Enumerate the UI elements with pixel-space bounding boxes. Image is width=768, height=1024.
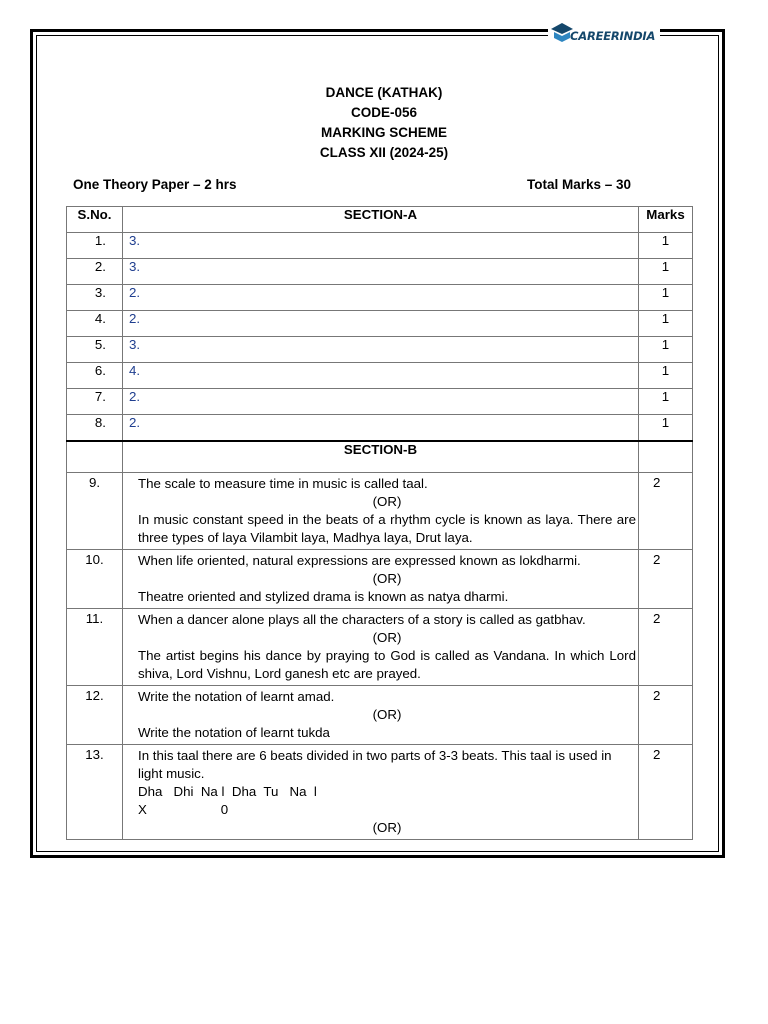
paper-duration: One Theory Paper – 2 hrs [73,177,237,192]
marking-table [66,206,693,840]
row-sno: 8. [67,415,123,442]
row-sno: 12. [67,686,123,745]
row-marks: 2 [639,745,693,840]
answer-text: When life oriented, natural expressions are expressed known as lokdharmi. [138,553,581,568]
taal-notation-markers: X 0 [138,802,229,817]
row-sno: 9. [67,473,123,550]
subject-title: DANCE (KATHAK) [325,85,443,100]
answer-text: The scale to measure time in music is called taal. [138,476,428,491]
row-marks: 1 [639,389,693,415]
row-answer: 2. [123,415,639,442]
answer-alternative: In music constant speed in the beats of a rhythm cycle is known as laya. There are three types of laya Vilambit laya, Madhya laya, Drut laya. [138,512,636,545]
row-answer [123,550,639,609]
logo-text: CAREERINDIA [570,29,656,43]
answer-text: When a dancer alone plays all the characters of a story is called as gatbhav. [138,612,586,627]
table-row [67,233,693,259]
row-answer: 2. [123,285,639,311]
row-answer [123,609,639,686]
row-marks: 2 [639,609,693,686]
row-sno: 2. [67,259,123,285]
row-answer [123,473,639,550]
table-row [67,285,693,311]
row-marks: 1 [639,415,693,442]
header-sno: S.No. [67,207,123,233]
table-row [67,745,693,840]
table-row [67,609,693,686]
row-sno: 3. [67,285,123,311]
row-marks: 2 [639,473,693,550]
row-marks: 2 [639,550,693,609]
row-marks: 1 [639,337,693,363]
row-marks: 2 [639,686,693,745]
or-separator: (OR) [372,571,402,586]
answer-text: In this taal there are 6 beats divided in two parts of 3-3 beats. This taal is used in light music. [138,748,612,781]
row-marks: 1 [639,233,693,259]
class-year: CLASS XII (2024-25) [319,145,449,160]
subject-code: CODE-056 [350,105,418,120]
answer-alternative: Theatre oriented and stylized drama is known as natya dharmi. [138,589,509,604]
row-marks: 1 [639,363,693,389]
row-answer [123,745,639,840]
row-sno: 1. [67,233,123,259]
table-header-row [67,207,693,233]
row-sno: 5. [67,337,123,363]
or-separator: (OR) [372,707,402,722]
table-row [67,363,693,389]
answer-alternative: The artist begins his dance by praying to God is called as Vandana. In which Lord shiva, Lord Vishnu, Lord ganesh etc are prayed. [138,648,636,681]
careerindia-logo [548,19,660,47]
row-answer: 3. [123,337,639,363]
header-marks: Marks [639,207,693,233]
table-row [67,550,693,609]
total-marks: Total Marks – 30 [527,177,632,192]
document-type: MARKING SCHEME [320,125,447,140]
row-sno: 4. [67,311,123,337]
section-b-title: SECTION-B [123,441,639,473]
table-row [67,311,693,337]
row-marks: 1 [639,285,693,311]
row-answer: 3. [123,233,639,259]
row-answer: 3. [123,259,639,285]
row-sno: 10. [67,550,123,609]
row-answer: 2. [123,389,639,415]
row-marks: 1 [639,259,693,285]
or-separator: (OR) [372,494,402,509]
section-b-header-row [67,441,693,473]
row-sno: 11. [67,609,123,686]
row-answer [123,686,639,745]
row-answer: 4. [123,363,639,389]
row-marks: 1 [639,311,693,337]
row-sno: 13. [67,745,123,840]
answer-alternative: Write the notation of learnt tukda [138,725,330,740]
table-row [67,389,693,415]
table-row [67,337,693,363]
taal-notation-bols: Dha Dhi Na l Dha Tu Na l [138,784,317,799]
header-section-a: SECTION-A [123,207,639,233]
table-row [67,473,693,550]
table-row [67,686,693,745]
row-sno: 6. [67,363,123,389]
row-sno: 7. [67,389,123,415]
table-row [67,259,693,285]
table-row [67,415,693,442]
or-separator: (OR) [372,820,402,835]
or-separator: (OR) [372,630,402,645]
row-answer: 2. [123,311,639,337]
answer-text: Write the notation of learnt amad. [138,689,335,704]
